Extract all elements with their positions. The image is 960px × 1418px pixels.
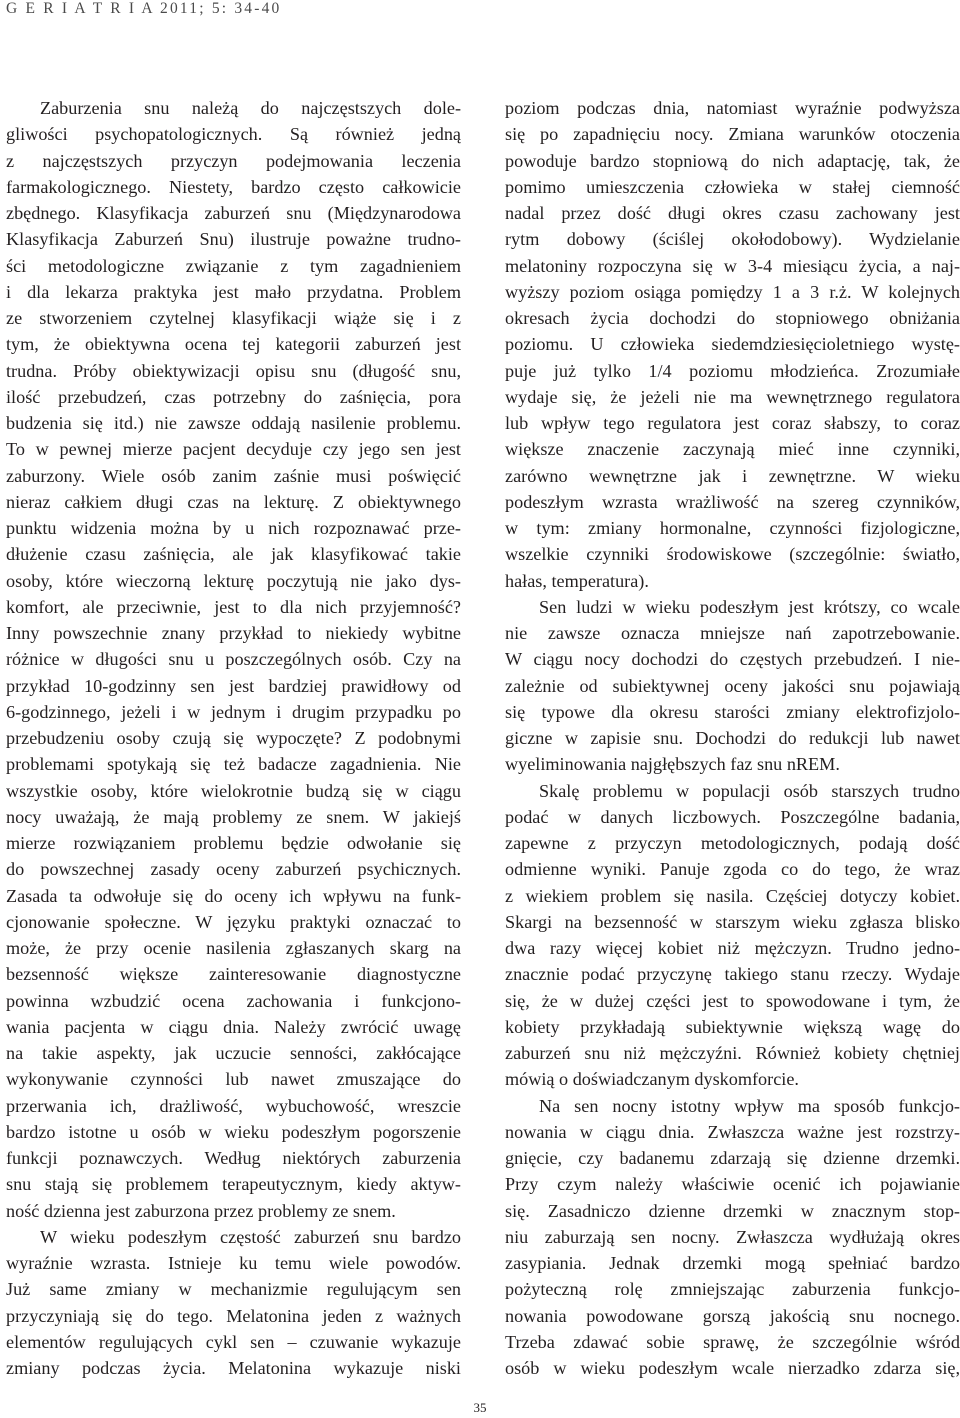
text-line: nadal przez dość długi okres czasu zachowany jest [505, 203, 960, 223]
text-line: puje już tylko 1/4 poziomu młodzieńca. Zrozumiałe [505, 360, 960, 381]
text-line: Skargi na bezsenność w starszym wieku zgłasza blisko [505, 911, 960, 932]
text-line: może, że przy ocenie nasilenia zgłaszanych skarg na [6, 938, 461, 958]
text-line: Sen ludzi w wieku podeszłym jest krótszy, co wcale [539, 596, 960, 617]
text-line: zbędnego. Klasyfikacja zaburzeń snu (Międzynarodowa [6, 203, 461, 223]
left-text-column [6, 95, 461, 1381]
text-line: ność dzienna jest zaburzona przez problemy ze snem. [6, 1200, 396, 1221]
text-line: różnice w długości snu u poszczególnych osób. Czy na [6, 649, 461, 670]
text-line: kobiety przykładają subiektywnie większą wagę do [505, 1016, 960, 1037]
text-line: zapewne z przyczyn metodologicznych, podają dość [505, 833, 960, 853]
text-line: okresach życia dochodzi do stopniowego obniżania [505, 308, 960, 328]
text-line: przebudzeniu osoby czują się wypoczęte? Z podobnymi [6, 728, 461, 748]
text-line: się. Zasadniczo dzienne drzemki w znacznym stop- [505, 1200, 960, 1221]
text-line: pomimo umieszczenia człowieka w stałej ciemność [505, 176, 960, 197]
text-line: odmienne wyniki. Panuje zgoda co do tego, że wraz [505, 859, 960, 880]
text-line: z najczęstszych przyczyn podejmowania leczenia [6, 150, 461, 171]
text-line: Inny powszechnie znany przykład to niekiedy wybitne [6, 623, 461, 643]
text-line: gliwości psychopatologicznych. Są również jedną [6, 124, 461, 145]
text-line: dłużenie czasu zaśnięcia, ale jak klasyfikować takie [6, 544, 461, 565]
text-line: niu zaburzają sen nocny. Zwłaszcza wydłużają okres [505, 1226, 960, 1247]
text-line: zasypiania. Jednak drzemki mogą spełniać bardzo [505, 1253, 960, 1273]
text-line: nowania w ciągu dnia. Zwłaszcza ważne jest rozstrzy- [505, 1121, 960, 1142]
text-line: zaburzeń snu niż mężczyźni. Również kobiety chętniej [505, 1043, 960, 1063]
text-line: nowania powodowane gorszą jakością snu nocnego. [505, 1305, 960, 1326]
text-line: wydaje się, że jeżeli nie ma wewnętrznego regulatora [505, 386, 960, 407]
text-line: Zaburzenia snu należą do najczęstszych dole- [40, 98, 461, 118]
text-line: Przy czym należy właściwie ocenić ich pojawianie [505, 1174, 960, 1195]
text-line: osoby, które wieczorną lekturę poczytują nie jako dys- [6, 570, 461, 591]
text-line: się po zapadnięciu nocy. Zmiana warunków otoczenia [505, 124, 960, 145]
text-line: wania pacjenta w ciągu dnia. Należy zwrócić uwagę [6, 1016, 461, 1037]
text-line: wyeliminowania najgłębszych faz snu nREM. [505, 754, 840, 775]
text-line: nieraz całkiem długi czas na lekturę. Z obiektywnego [6, 491, 461, 512]
text-line: tym, że obiektywna ocena tej kategorii zaburzeń jest [6, 334, 461, 355]
text-line: mierze rozwiązaniem problemu będzie odwołanie się [6, 833, 461, 853]
text-line: rytm dobowy (ściślej okołodobowy). Wydzielanie [505, 229, 960, 250]
text-line: W wieku podeszłym częstość zaburzeń snu bardzo [40, 1226, 461, 1247]
text-line: pożyteczną rolę zmniejszając zaburzenia funkcjo- [505, 1279, 960, 1300]
text-line: gnięcie, czy badanemu zdarzają się dzienne drzemki. [505, 1148, 960, 1168]
text-line: lub wpływ tego regulatora jest coraz słabszy, to coraz [505, 413, 960, 433]
text-line: 6-godzinnego, jeżeli i w jednym i drugim przypadku po [6, 701, 461, 722]
text-line: To w pewnej mierze pacjent decyduje czy jego sen jest [6, 439, 461, 460]
text-line: zaburzony. Wiele osób zanim zaśnie musi poświęcić [6, 465, 461, 486]
text-line: ilość przebudzeń, czas potrzebny do zaśnięcia, pora [6, 386, 461, 407]
text-line: punktu widzenia można by u nich rozpoznawać prze- [6, 518, 461, 538]
text-line: ze stworzeniem czytelnej klasyfikacji wiąże się i z [6, 308, 461, 328]
page-number: 35 [473, 1400, 487, 1415]
text-line: podać w danych liczbowych. Poszczególne badania, [505, 806, 960, 827]
text-line: Klasyfikacja Zaburzeń Snu) ilustruje poważne trudno- [6, 229, 461, 250]
text-line: komfort, ale przeciwnie, jest to dla nich przyjemność? [6, 596, 461, 617]
text-line: snu stają się problemem terapeutycznym, kiedy aktyw- [6, 1174, 461, 1195]
text-line: się typowe dla okresu starości zmiany elektrofizjolo- [505, 701, 960, 722]
text-line: wszystkie osoby, które wielokrotnie budzą się w ciągu [6, 780, 461, 801]
text-line: wykonywanie czynności lub nawet zmuszające do [6, 1069, 461, 1090]
text-line: poziomu. U człowieka siedemdziesięcioletniego wystę- [505, 334, 960, 355]
text-line: zmiany podczas życia. Melatonina wykazuje niski [6, 1358, 461, 1378]
text-line: wyraźnie wzrasta. Istnieje ku temu wiele powodów. [6, 1253, 461, 1273]
text-line: Zasada ta odwołuje się do oceny ich wpływu na funk- [6, 885, 461, 906]
text-line: wyższy poziom osiąga pomiędzy 1 a 3 r.ż. W kolejnych [505, 281, 960, 302]
text-line: do powszechnej zasady oceny zaburzeń psychicznych. [6, 859, 461, 880]
text-line: na takie aspekty, jak uczucie senności, zakłócające [6, 1043, 461, 1063]
text-line: Trzeba zdawać sobie sprawę, że szczególnie wśród [505, 1331, 960, 1352]
running-header: G E R I A T R I A 2011; 5: 34-40 [6, 0, 282, 17]
text-line: bezsenność większe zainteresowanie diagnostyczne [6, 964, 461, 985]
text-line: powinna wzbudzić ocena zachowania i funkcjono- [6, 990, 461, 1011]
text-line: z wiekiem problem się nasila. Częściej dotyczy kobiet. [505, 885, 960, 906]
text-line: budzenia się itd.) nie zawsze oddają nasilenie problemu. [6, 413, 461, 433]
text-line: farmakologicznego. Niestety, bardzo często całkowicie [6, 176, 461, 197]
text-line: nie zawsze oznacza mniejsze nań zapotrzebowanie. [505, 623, 960, 643]
text-line: problemami spotykają się też badacze zagadnienia. Nie [6, 754, 461, 775]
text-line: Na sen nocny istotny wpływ ma sposób funkcjo- [539, 1095, 960, 1116]
text-line: funkcji poznawczych. Według niektórych zaburzenia [6, 1148, 461, 1168]
text-line: hałas, temperatura). [505, 570, 649, 591]
text-line: bardzo istotne u osób w wieku podeszłym pogorszenie [6, 1121, 461, 1142]
text-line: się, że w dużej części jest to spowodowane i tym, że [505, 990, 960, 1011]
text-line: ści metodologiczne związanie z tym zagadnieniem [6, 255, 461, 276]
text-line: mówią o doświadczanym dyskomforcie. [505, 1069, 799, 1090]
text-line: większe znaczenie zaczynają mieć inne czynniki, [505, 439, 960, 460]
text-line: melatoniny rozpoczyna się w 3-4 miesiącu życia, a naj- [505, 255, 960, 276]
text-line: osób w wieku podeszłym wcale nierzadko zdarza się, [505, 1358, 960, 1378]
right-text-column [505, 95, 960, 1381]
text-line: Już same zmiany w mechanizmie regulującym sen [6, 1279, 461, 1300]
text-line: podeszłym wzrasta wrażliwość na szereg czynników, [505, 491, 960, 512]
text-line: Skalę problemu w populacji osób starszych trudno [539, 780, 960, 801]
text-line: trudna. Próby obiektywizacji opisu snu (długość snu, [6, 360, 461, 381]
text-line: przerwania ich, drażliwość, wybuchowość, wreszcie [6, 1095, 461, 1116]
text-line: poziom podczas dnia, natomiast wyraźnie podwyższa [505, 98, 960, 118]
text-line: elementów regulujących cykl sen – czuwanie wykazuje [6, 1331, 461, 1352]
text-line: zależnie od subiektywnej oceny jakości snu pojawiają [505, 675, 960, 696]
text-line: w tym: zmiany hormonalne, czynności fizjologiczne, [505, 518, 960, 538]
text-line: giczne w zapisie snu. Dochodzi do redukcji lub nawet [505, 728, 960, 748]
text-line: znacznie podać przyczynę takiego stanu rzeczy. Wydaje [505, 964, 960, 985]
text-line: i dla lekarza praktyka jest mało przydatna. Problem [6, 281, 461, 302]
text-line: wszelkie czynniki środowiskowe (szczególnie: światło, [505, 544, 960, 565]
text-line: zarówno wewnętrzne jak i zewnętrzne. W wieku [505, 465, 960, 486]
text-line: przykład 10-godzinny sen jest bardziej prawidłowy od [6, 675, 461, 696]
text-line: dwa razy więcej kobiet niż mężczyzn. Trudno jedno- [505, 938, 960, 958]
text-line: powoduje bardzo stopniową do nich adaptację, tak, że [505, 150, 960, 171]
text-line: W ciągu nocy dochodzi do częstych przebudzeń. I nie- [505, 649, 960, 670]
text-line: nocy uważają, że mają problemy ze snem. W jakiejś [6, 806, 461, 827]
text-line: przyczyniają się do tego. Melatonina jeden z ważnych [6, 1305, 461, 1326]
text-line: cjonowanie społeczne. W języku praktyki oznaczać to [6, 911, 461, 932]
